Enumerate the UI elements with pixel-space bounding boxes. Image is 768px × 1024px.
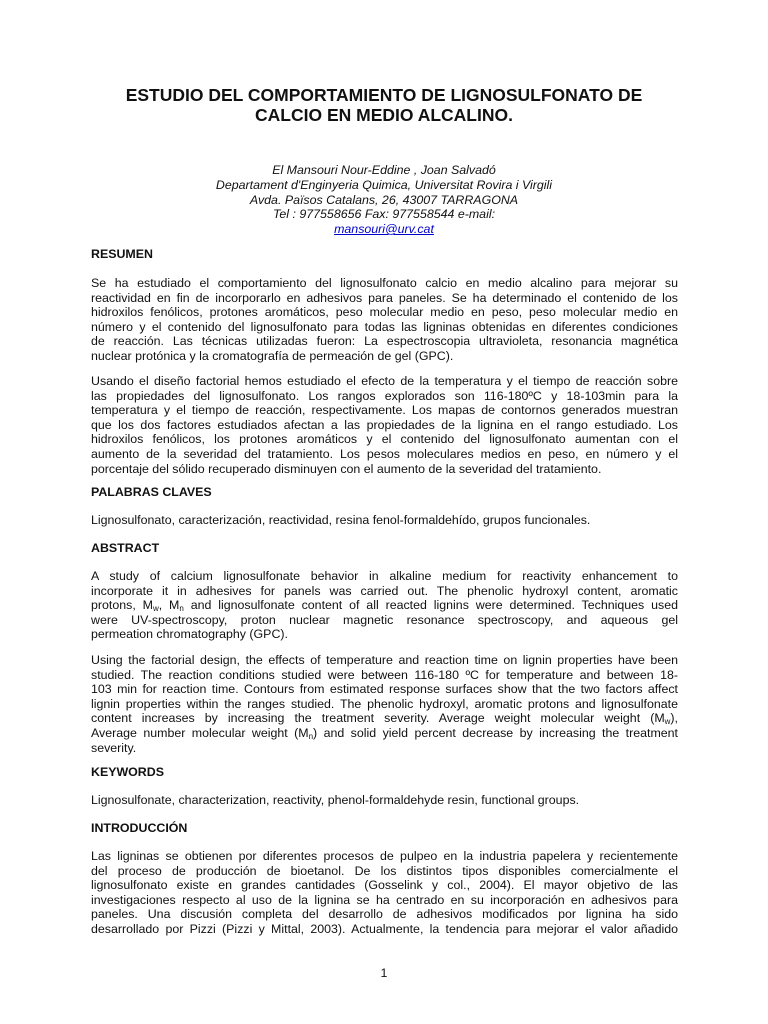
introduccion-heading: INTRODUCCIÓN: [91, 821, 188, 835]
text-run: Average number molecular weight (M: [91, 725, 309, 740]
text-line: A study of calcium lignosulfonate behavior in alkaline medium for reactivity enhancement to: [91, 569, 678, 583]
title-line-1: ESTUDIO DEL COMPORTAMIENTO DE LIGNOSULFONATO DE: [125, 85, 643, 105]
text-line: número y el contenido del lignosulfonato para todas las ligninas obtenidas en diferentes condiciones: [91, 319, 678, 334]
text-line: Las ligninas se obtienen por diferentes procesos de pulpeo en la industria papelera y recientemente: [91, 849, 678, 863]
author-contact: [90, 207, 678, 237]
text-line: desarrollado por Pizzi (Pizzi y Mittal, 2003). Actualmente, la tendencia para mejorar el valor añadido: [91, 921, 678, 936]
text-line: Lignosulfonato, caracterización, reactividad, resina fenol-formaldehído, grupos funcionales.: [91, 513, 591, 527]
resumen-paragraph-2: [91, 374, 678, 476]
text-line: porcentaje del sólido recuperado disminuyen con el aumento de la severidad del tratamiento.: [91, 461, 602, 476]
text-line: las propiedades del lignosulfonato. Los rangos explorados son 116-180ºC y 18-103min para la: [91, 388, 678, 403]
text-line: que los dos factores estudiados afectan a las propiedades de la lignina en el rango estudiado. Los: [91, 417, 678, 432]
text-line: temperatura y el tiempo de reacción, respectivamente. Los mapas de contornos generados muestran: [91, 403, 678, 418]
resumen-section: [91, 247, 678, 262]
abstract-heading: ABSTRACT: [91, 541, 160, 555]
text-line: reactividad en fin de incorporarlo en adhesivos para paneles. Se ha determinado el contenido de los: [91, 290, 678, 305]
author-address: Avda. Països Catalans, 26, 43007 TARRAGONA: [249, 192, 519, 207]
text-run: and lignosulfonate content of all reacted lignins were determined. Techniques used: [183, 598, 678, 613]
text-line: de reacción. Las técnicas utilizadas fueron: La espectroscopia ultravioleta, resonancia magnética: [91, 334, 678, 349]
abstract-paragraph-2: [91, 653, 678, 755]
email-link[interactable]: mansouri@urv.cat: [334, 222, 434, 237]
abstract-paragraph-1: [91, 569, 678, 642]
subscript: w: [664, 717, 671, 727]
text-line: paneles. Una discusión completa del desarrollo de adhesivos modificados por lignina ha sido: [91, 907, 678, 922]
text-line: [91, 711, 678, 726]
text-line: investigaciones respecto al uso de la lignina se ha centrado en su incorporación en adhesivos para: [91, 892, 678, 907]
introduccion-paragraph-1: [91, 849, 678, 937]
resumen-paragraph-1: [91, 276, 678, 364]
keywords-text: [91, 793, 678, 808]
text-run: ),: [670, 711, 678, 726]
author-names: El Mansouri Nour-Eddine , Joan Salvadó: [272, 163, 496, 177]
subscript: n: [308, 731, 314, 741]
text-run: content increases by increasing the treatment severity. Average weight molecular weight (M: [91, 711, 665, 726]
text-line: studied. The reaction conditions studied were between 116-180 ºC for temperature and between 18-: [91, 667, 678, 682]
resumen-heading: RESUMEN: [91, 247, 153, 261]
page-number: 1: [380, 966, 388, 980]
author-block: [90, 163, 678, 237]
keywords-section: [91, 765, 678, 780]
text-line: 103 min for reaction time. Contours from estimated response surfaces show that the two factors affect: [91, 682, 678, 697]
text-line: Using the factorial design, the effects of temperature and reaction time on lignin properties have been: [91, 653, 678, 667]
palabras-heading: PALABRAS CLAVES: [91, 485, 212, 499]
text-line: Se ha estudiado el comportamiento del lignosulfonato calcio en medio alcalino para mejorar su: [91, 276, 678, 290]
text-run: , M: [158, 598, 180, 613]
text-run: ) and solid yield percent decrease by increasing the treatment: [313, 725, 678, 740]
text-line: hidroxilos fenólicos, los protones aromáticos y el contenido del lignosulfonato aumentan con el: [91, 432, 678, 447]
subscript: n: [179, 604, 184, 614]
text-line: permeation chromatography (GPC).: [91, 627, 288, 642]
palabras-text: [91, 513, 678, 528]
text-line: severity.: [91, 740, 137, 755]
introduccion-section: [91, 821, 678, 836]
text-line: hidroxilos fenólicos, protones aromáticos, peso molecular medio en peso, peso molecular medio en: [91, 305, 678, 320]
text-line: aumento de la severidad del tratamiento. Los pesos moleculares medios en peso, en número y el: [91, 446, 678, 461]
text-line: nuclear protónica y la cromatografía de permeación de gel (GPC).: [91, 348, 454, 363]
text-line: lignin properties within the ranges studied. The phenolic hydroxyl, aromatic protons and lignosulfonate: [91, 696, 678, 711]
title-line-2: CALCIO EN MEDIO ALCALINO.: [255, 105, 513, 125]
text-line: incorporate it in adhesives for panels was carried out. The phenolic hydroxyl content, aromatic: [91, 583, 678, 598]
contact-text: Tel : 977558656 Fax: 977558544 e-mail:: [272, 207, 496, 222]
text-line: [91, 598, 678, 613]
palabras-section: [91, 485, 678, 500]
author-department: Departament d'Enginyeria Quimica, Universitat Rovira i Virgili: [215, 177, 553, 192]
subscript: w: [152, 604, 159, 614]
paper-title: [90, 85, 678, 125]
text-line: lignosulfonato existe en grandes cantidades (Gosselink y col., 2004). El mayor objetivo de las: [91, 878, 678, 893]
abstract-section: [91, 541, 678, 556]
keywords-heading: KEYWORDS: [91, 765, 164, 779]
text-run: protons, M: [91, 598, 153, 613]
text-line: [91, 726, 678, 741]
text-line: Usando el diseño factorial hemos estudiado el efecto de la temperatura y el tiempo de reacción sobre: [91, 374, 678, 388]
text-line: del proceso de producción de bioetanol. De los distintos tipos disponibles comercialmente el: [91, 863, 678, 878]
text-line: Lignosulfonate, characterization, reactivity, phenol-formaldehyde resin, functional groups.: [91, 793, 580, 807]
text-line: were UV-spectroscopy, proton nuclear magnetic resonance spectroscopy, and aqueous gel: [91, 612, 678, 627]
